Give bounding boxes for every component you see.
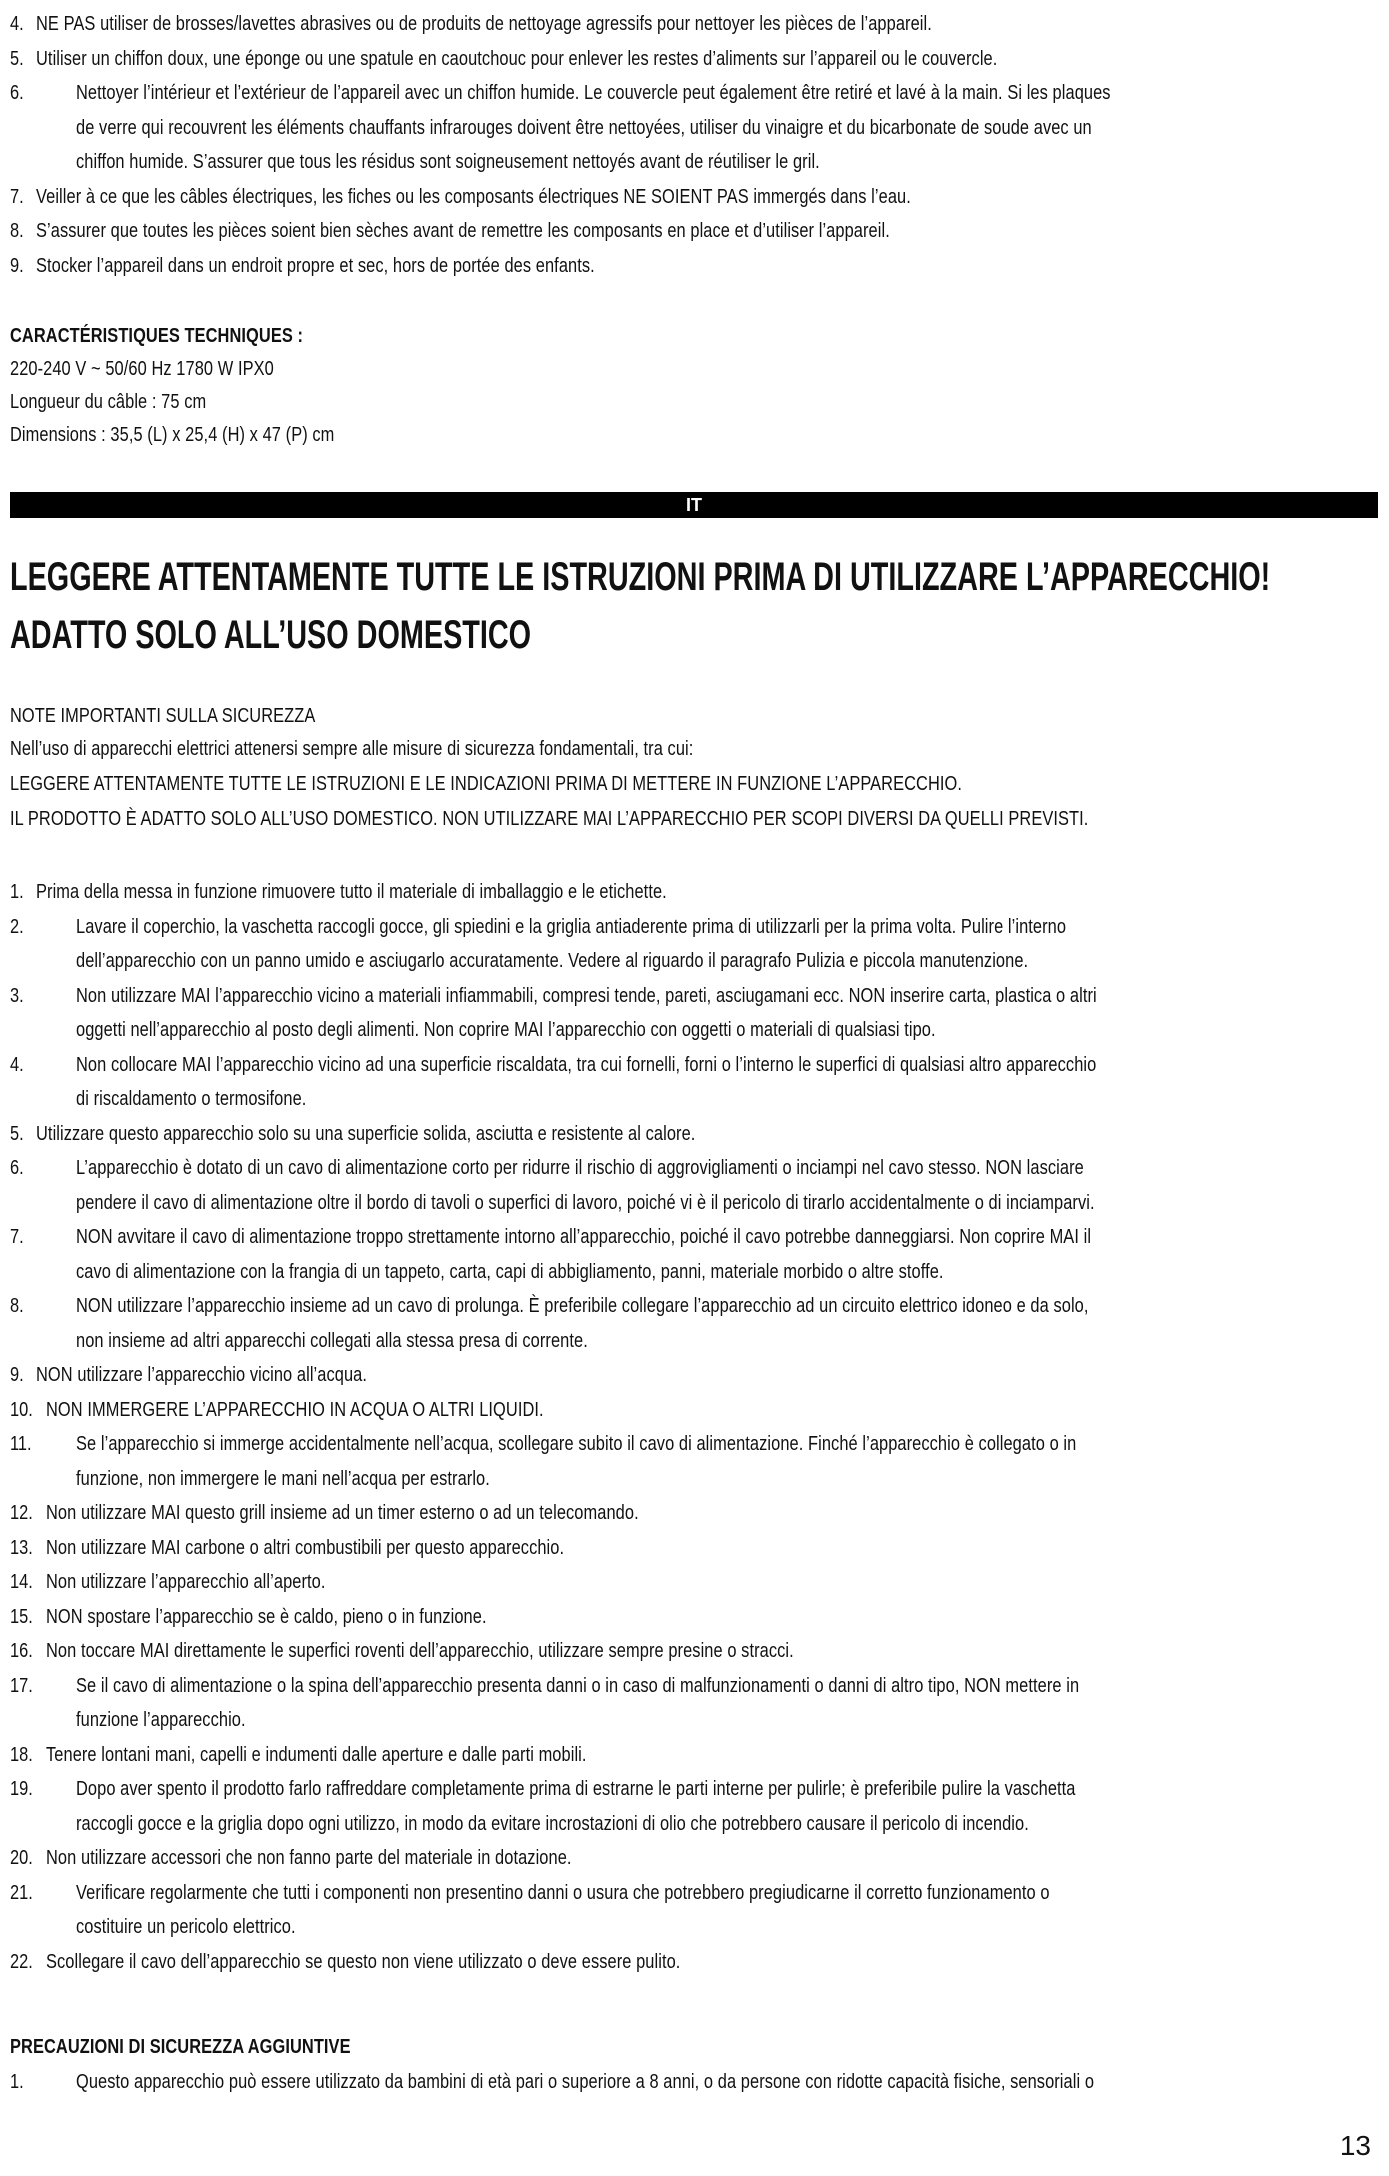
it-list-item-number: 3.	[10, 984, 24, 1007]
fr-list-item-text: Veiller à ce que les câbles électriques, les fiches ou les composants électriques NE SOIENT PAS immergés dans l’eau.	[36, 185, 911, 208]
it-list-item-text: dell’apparecchio con un panno umido e asciugarlo accuratamente. Vedere al riguardo il paragrafo Pulizia e piccola manutenzione.	[76, 950, 1029, 972]
it-list-item-text: funzione, non immergere le mani nell’acqua per estrarlo.	[76, 1467, 490, 1490]
safety-intro-line3: IL PRODOTTO È ADATTO SOLO ALL’USO DOMESTICO. NON UTILIZZARE MAI L’APPARECCHIO PER SCOPI DIVERSI DA QUELLI PREVISTI.	[10, 808, 1089, 830]
it-list-item-number: 6.	[10, 1157, 24, 1179]
it-list-item-number: 14.	[10, 1571, 33, 1593]
it-list-item-text: Non collocare MAI l’apparecchio vicino ad una superficie riscaldata, tra cui fornelli, forni o l’interno le superfici di qualsiasi altro apparecchio	[76, 1053, 1097, 1076]
it-list-item-text: NON spostare l’apparecchio se è caldo, pieno o in funzione.	[46, 1605, 487, 1628]
it-list-item-number: 5.	[10, 1122, 24, 1145]
it-list-item-text: NON avvitare il cavo di alimentazione troppo strettamente intorno all’apparecchio, poiché il cavo potrebbe danneggiarsi. Non coprire MAI il	[76, 1226, 1092, 1248]
fr-list-item-text: chiffon humide. S’assurer que tous les résidus sont soigneusement nettoyés avant de réutiliser le gril.	[76, 151, 820, 173]
safety-intro-line1: Nell’uso di apparecchi elettrici attenersi sempre alle misure di sicurezza fondamentali, tra cui:	[10, 738, 694, 760]
fr-list-item-number: 5.	[10, 47, 24, 70]
it-list-item-text: pendere il cavo di alimentazione oltre il bordo di tavoli o superfici di lavoro, poiché vi è il pericolo di tirarlo accidentalmente o di inciamparvi.	[76, 1191, 1095, 1214]
it-list-item-number: 16.	[10, 1640, 33, 1662]
it-list-item-text: Lavare il coperchio, la vaschetta raccogli gocce, gli spiedini e la griglia antiaderente prima di utilizzarli per la prima volta. Pulire l’interno	[76, 915, 1067, 938]
fr-list-item-number: 8.	[10, 220, 24, 242]
fr-list-item-text: NE PAS utiliser de brosses/lavettes abrasives ou de produits de nettoyage agressifs pour nettoyer les pièces de l’appareil.	[36, 13, 932, 35]
it-list-item-text: Dopo aver spento il prodotto farlo raffreddare completamente prima di estrarne le parti interne per pulirle; è preferibile pulire la vaschetta	[76, 1778, 1076, 1800]
fr-list-item-number: 9.	[10, 254, 24, 277]
it-list-item-text: NON utilizzare l’apparecchio insieme ad un cavo di prolunga. È preferibile collegare l’apparecchio ad un circuito elettrico idoneo e da solo,	[76, 1295, 1089, 1317]
it-list-item-number: 18.	[10, 1743, 33, 1766]
it-list-item-text: Non utilizzare accessori che non fanno parte del materiale in dotazione.	[46, 1847, 572, 1869]
it-list-item-text: oggetti nell’apparecchio al posto degli alimenti. Non coprire MAI l’apparecchio con oggetti o materiali di qualsiasi tipo.	[76, 1019, 936, 1041]
it-list-item-text: non insieme ad altri apparecchi collegati alla stessa presa di corrente.	[76, 1329, 588, 1352]
it-list-item-text: funzione l’apparecchio.	[76, 1709, 246, 1731]
it-list-item-number: 4.	[10, 1053, 24, 1076]
safety-intro-line2: LEGGERE ATTENTAMENTE TUTTE LE ISTRUZIONI E LE INDICAZIONI PRIMA DI METTERE IN FUNZIONE L’APPARECCHIO.	[10, 773, 963, 795]
safety-intro-title: NOTE IMPORTANTI SULLA SICUREZZA	[10, 705, 316, 727]
language-label: IT	[686, 495, 702, 515]
it-list-item-text: Non utilizzare l’apparecchio all’aperto.	[46, 1571, 326, 1593]
it-list-item-number: 1.	[10, 881, 24, 903]
it-list-item-text: NON utilizzare l’apparecchio vicino all’acqua.	[36, 1364, 368, 1386]
specs-line-power: 220-240 V ~ 50/60 Hz 1780 W IPX0	[10, 358, 274, 380]
specs-line-cable: Longueur du câble : 75 cm	[10, 391, 207, 413]
it-list-item-number: 11.	[10, 1433, 32, 1455]
it-list-item-text: Non utilizzare MAI questo grill insieme ad un timer esterno o ad un telecomando.	[46, 1502, 639, 1524]
fr-list-item-number: 6.	[10, 82, 24, 104]
extra-precautions	[10, 0, 1378, 2110]
it-list-item-number: 20.	[10, 1847, 33, 1869]
specs-line-dimensions: Dimensions : 35,5 (L) x 25,4 (H) x 47 (P) cm	[10, 424, 335, 446]
it-list-item-number: 19.	[10, 1778, 33, 1800]
it-list-item-text: raccogli gocce e la griglia dopo ogni utilizzo, in modo da evitare incrostazioni di olio che potrebbero causare il pericolo di incendio.	[76, 1812, 1029, 1835]
it-list-item-text: NON IMMERGERE L’APPARECCHIO IN ACQUA O ALTRI LIQUIDI.	[46, 1398, 544, 1421]
page-number: 13	[1339, 2130, 1371, 2161]
it-list-item-text: cavo di alimentazione con la frangia di un tappeto, carta, capi di abbigliamento, panni, materiale morbido o altre stoffe.	[76, 1260, 944, 1283]
it-heading-line2: ADATTO SOLO ALL’USO DOMESTICO	[10, 613, 532, 657]
it-list-item-number: 17.	[10, 1674, 33, 1697]
it-list-item-text: Scollegare il cavo dell’apparecchio se questo non viene utilizzato o deve essere pulito.	[46, 1950, 681, 1973]
fr-list-item-text: Nettoyer l’intérieur et l’extérieur de l’appareil avec un chiffon humide. Le couvercle peut également être retiré et lavé à la main. Si les plaques	[76, 82, 1111, 104]
it-list-item-text: Non utilizzare MAI l’apparecchio vicino a materiali infiammabili, compresi tende, pareti, asciugamani ecc. NON inserire carta, plastica o altri	[76, 984, 1097, 1007]
it-list-item-number: 21.	[10, 1881, 33, 1904]
fr-list-item-number: 7.	[10, 185, 24, 208]
it-list-item-text: di riscaldamento o termosifone.	[76, 1088, 307, 1110]
it-list-item-number: 9.	[10, 1364, 24, 1386]
it-list-item-text: Tenere lontani mani, capelli e indumenti dalle aperture e dalle parti mobili.	[46, 1743, 587, 1766]
it-list-item-text: Non utilizzare MAI carbone o altri combustibili per questo apparecchio.	[46, 1536, 565, 1559]
fr-list-item-text: de verre qui recouvrent les éléments chauffants infrarouges doivent être nettoyées, utiliser du vinaigre et du bicarbonate de soude avec un	[76, 116, 1092, 139]
it-list-item-number: 13.	[10, 1536, 33, 1559]
it-list-item-text: L’apparecchio è dotato di un cavo di alimentazione corto per ridurre il rischio di aggrovigliamenti o inciampi nel cavo stesso. NON lasciare	[76, 1157, 1084, 1179]
fr-list-item-number: 4.	[10, 13, 24, 35]
specs-title: CARACTÉRISTIQUES TECHNIQUES :	[10, 325, 304, 347]
it-heading-line1: LEGGERE ATTENTAMENTE TUTTE LE ISTRUZIONI PRIMA DI UTILIZZARE L’APPARECCHIO!	[10, 555, 1271, 599]
extra-precautions-title: PRECAUZIONI DI SICUREZZA AGGIUNTIVE	[10, 2036, 351, 2058]
it-list-item-text: Utilizzare questo apparecchio solo su una superficie solida, asciutta e resistente al calore.	[36, 1122, 696, 1145]
it-list-item-number: 2.	[10, 915, 24, 938]
it-list-item-number: 10.	[10, 1398, 33, 1421]
fr-list-item-text: S’assurer que toutes les pièces soient bien sèches avant de remettre les composants en place et d’utiliser l’appareil.	[36, 220, 890, 242]
it-list-item-text: Non toccare MAI direttamente le superfici roventi dell’apparecchio, utilizzare sempre presine o stracci.	[46, 1640, 794, 1662]
it-list-item-number: 15.	[10, 1605, 33, 1628]
fr-list-item-text: Stocker l’appareil dans un endroit propre et sec, hors de portée des enfants.	[36, 254, 595, 277]
extra-item-text: Questo apparecchio può essere utilizzato da bambini di età pari o superiore a 8 anni, o da persone con ridotte capacità fisiche, sensoriali o	[76, 2071, 1095, 2093]
it-list-item-text: Se il cavo di alimentazione o la spina dell’apparecchio presenta danni o in caso di malfunzionamenti o danni di altro tipo, NON mettere in	[76, 1674, 1080, 1697]
it-list-item-text: Se l’apparecchio si immerge accidentalmente nell’acqua, scollegare subito il cavo di alimentazione. Finché l’apparecchio è collegato o in	[76, 1433, 1077, 1455]
it-list-item-number: 12.	[10, 1502, 33, 1524]
it-list-item-text: costituire un pericolo elettrico.	[76, 1916, 296, 1938]
extra-item-number: 1.	[10, 2071, 24, 2093]
it-list-item-text: Verificare regolarmente che tutti i componenti non presentino danni o usura che potrebbero pregiudicarne il corretto funzionamento o	[76, 1881, 1050, 1904]
fr-list-item-text: Utiliser un chiffon doux, une éponge ou une spatule en caoutchouc pour enlever les restes d’aliments sur l’appareil ou le couvercle.	[36, 47, 998, 70]
it-list-item-number: 7.	[10, 1226, 24, 1248]
it-list-item-number: 22.	[10, 1950, 33, 1973]
it-list-item-number: 8.	[10, 1295, 24, 1317]
it-list-item-text: Prima della messa in funzione rimuovere tutto il materiale di imballaggio e le etichette.	[36, 881, 667, 903]
